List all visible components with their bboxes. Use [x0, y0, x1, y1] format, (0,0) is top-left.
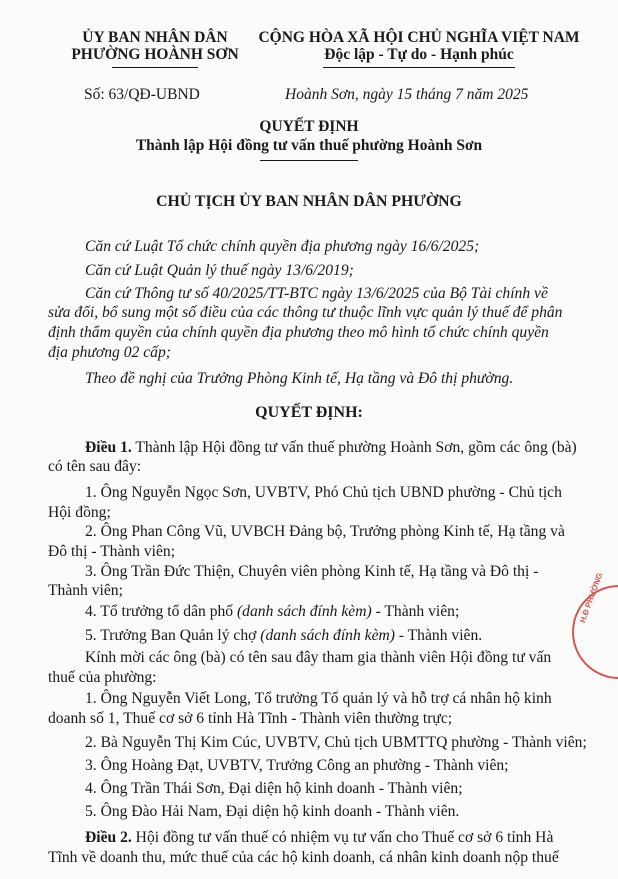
member-item: 1. Ông Nguyễn Ngọc Sơn, UVBTV, Phó Chủ tịch UBND phường - Chủ tịch [85, 484, 562, 501]
basis-line: sửa đổi, bổ sung một số điều của các thông tư thuộc lĩnh vực quản lý thuế để phân [48, 304, 563, 321]
document-type: QUYẾT ĐỊNH [259, 118, 359, 135]
basis-line: địa phương 02 cấp; [48, 344, 171, 361]
invitation-text: Kính mời các ông (bà) có tên sau đây tham gia thành viên Hội đồng tư vấn [85, 649, 552, 666]
article2-intro [85, 827, 553, 848]
member-item [85, 625, 482, 646]
member-item: 2. Ông Phan Công Vũ, UVBCH Đảng bộ, Trưởng phòng Kinh tế, Hạ tầng và [85, 523, 565, 540]
member-item-cont: Hội đồng; [48, 504, 111, 521]
member-role: - Thành viên; [371, 603, 460, 620]
member-text: 5. Trưởng Ban Quản lý chợ [85, 627, 261, 644]
motto-underline [323, 67, 515, 68]
invitation-text-cont: thuế của phường: [48, 669, 157, 686]
org-underline [112, 67, 198, 68]
article2-label: Điều 2. [85, 829, 132, 846]
basis-line: định thẩm quyền của chính quyền địa phương theo mô hình tổ chức chính quyền [48, 324, 549, 341]
issuing-org-line1: ỦY BAN NHÂN DÂN [82, 29, 228, 46]
article1-text: Thành lập Hội đồng tư vấn thuế phường Hoành Sơn, gồm các ông (bà) [131, 439, 577, 456]
issuing-org-line2: PHƯỜNG HOÀNH SƠN [71, 46, 239, 63]
guest-item: 2. Bà Nguyễn Thị Kim Cúc, UVBTV, Chủ tịch UBMTTQ phường - Thành viên; [85, 734, 587, 751]
document-subject: Thành lập Hội đồng tư vấn thuế phường Hoành Sơn [135, 137, 483, 154]
guest-item: 3. Ông Hoàng Đạt, UVBTV, Trưởng Công an phường - Thành viên; [85, 757, 509, 774]
decision-heading: QUYẾT ĐỊNH: [255, 404, 363, 421]
article1-intro [85, 437, 577, 458]
member-item-cont: Đô thị - Thành viên; [48, 543, 176, 560]
article2-text: Hội đồng tư vấn thuế có nhiệm vụ tư vấn cho Thuế cơ sở 6 tỉnh Hà [131, 829, 554, 846]
article2-intro-cont: Tĩnh về doanh thu, mức thuế của các hộ kinh doanh, cá nhân kinh doanh nộp thuế [48, 849, 559, 866]
official-stamp [572, 571, 618, 679]
guest-item: 4. Ông Trần Thái Sơn, Đại diện hộ kinh doanh - Thành viên; [85, 780, 463, 797]
article1-label: Điều 1. [85, 439, 132, 456]
basis-line: Căn cứ Thông tư số 40/2025/TT-BTC ngày 13/6/2025 của Bộ Tài chính về [85, 285, 548, 302]
document-number: Số: 63/QĐ-UBND [84, 86, 200, 103]
nation-motto: Độc lập - Tự do - Hạnh phúc [324, 46, 514, 63]
member-attachment-note: (danh sách đính kèm) [236, 603, 372, 620]
member-item: 3. Ông Trần Đức Thiện, Chuyên viên phòng Kinh tế, Hạ tầng và Đô thị - [85, 563, 539, 580]
member-attachment-note: (danh sách đính kèm) [260, 627, 395, 644]
member-role: - Thành viên. [394, 627, 483, 644]
member-item [85, 601, 459, 622]
nation-title: CỘNG HÒA XÃ HỘI CHỦ NGHĨA VIỆT NAM [258, 29, 580, 46]
place-date: Hoành Sơn, ngày 15 tháng 7 năm 2025 [285, 86, 529, 103]
basis-line: Căn cứ Luật Quản lý thuế ngày 13/6/2019; [85, 262, 354, 279]
stamp-text: H.Đ PHƯỜNG [578, 571, 605, 625]
article1-intro-cont: có tên sau đây: [48, 458, 142, 475]
guest-item: 5. Ông Đào Hải Nam, Đại diện hộ kinh doanh - Thành viên. [85, 803, 460, 820]
basis-line: Theo đề nghị của Trưởng Phòng Kinh tế, Hạ tầng và Đô thị phường. [85, 370, 514, 387]
subject-underline [260, 160, 358, 161]
guest-item-cont: doanh số 1, Thuế cơ sở 6 tỉnh Hà Tĩnh - Thành viên thường trực; [48, 710, 453, 727]
member-text: 4. Tổ trưởng tổ dân phố [85, 603, 237, 620]
member-item-cont: Thành viên; [48, 582, 123, 599]
guest-item: 1. Ông Nguyễn Viết Long, Tổ trưởng Tổ quản lý và hỗ trợ cá nhân hộ kinh [85, 690, 552, 707]
authority-heading: CHỦ TỊCH ỦY BAN NHÂN DÂN PHƯỜNG [156, 193, 462, 210]
basis-line: Căn cứ Luật Tổ chức chính quyền địa phương ngày 16/6/2025; [85, 238, 480, 255]
